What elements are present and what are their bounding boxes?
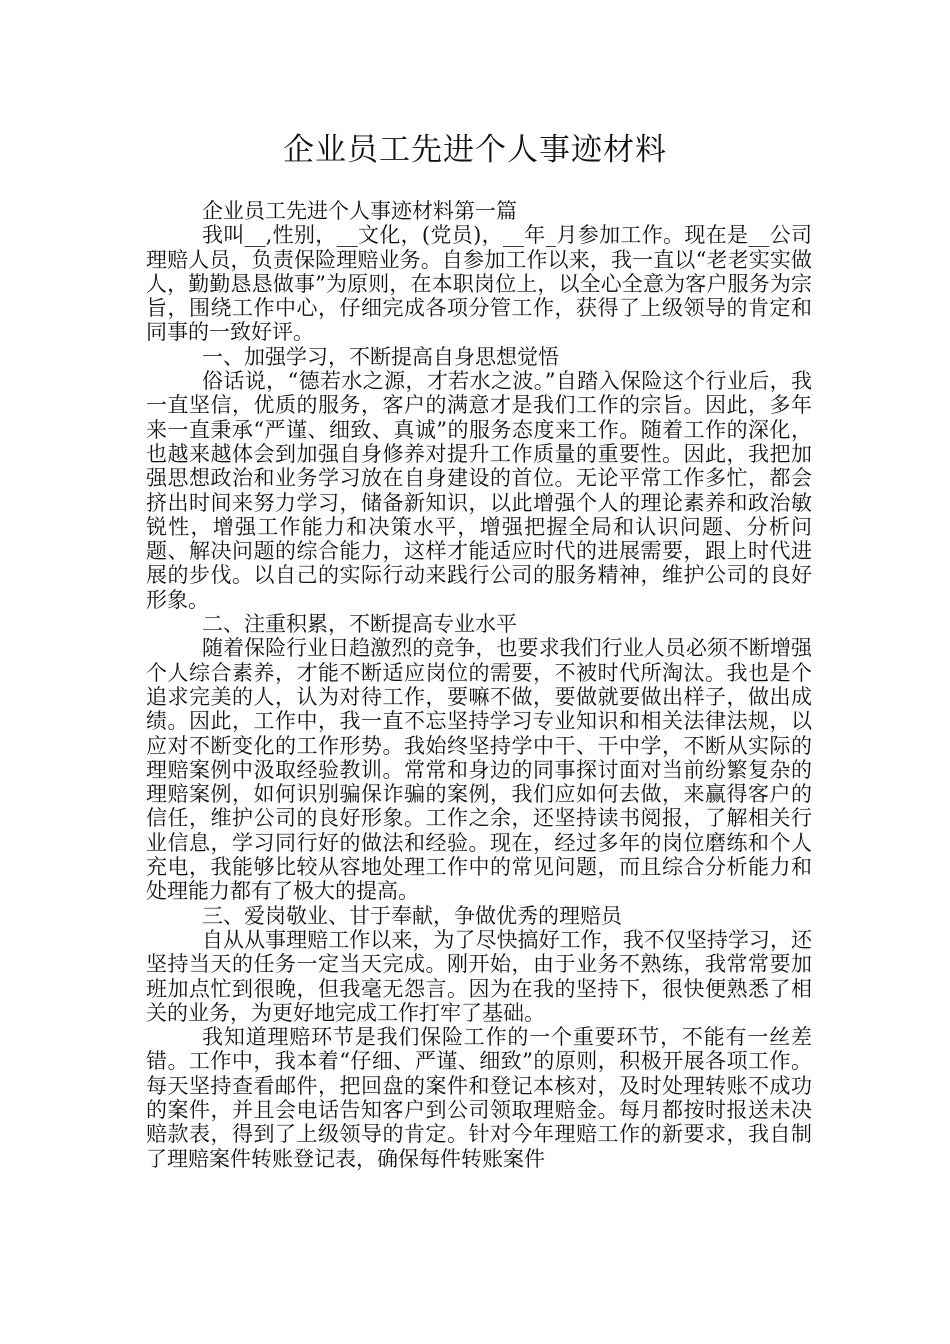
paragraph: 自从从事理赔工作以来，为了尽快搞好工作，我不仅坚持学习，还坚持当天的任务一定当天完成。刚开始，由于业务不熟练，我常常要加班加点忙到很晚，但我毫无怨言。因为在我的坚持下，很快便熟悉了相关的业务，为更好地完成工作打牢了基础。 [146,927,812,1025]
section-heading: 二、注重积累，不断提高专业水平 [202,612,517,637]
paragraph: 随着保险行业日趋激烈的竞争，也要求我们行业人员必须不断增强个人综合素养，才能不断适应岗位的需要，不被时代所淘汰。我也是个追求完美的人，认为对待工作，要嘛不做，要做就要做出样子，做出成绩。因此，工作中，我一直不忘坚持学习专业知识和相关法律法规，以应对不断变化的工作形势。我始终坚持学中干、干中学，不断从实际的理赔案例中汲取经验教训。常常和身边的同事探讨面对当前纷繁复杂的理赔案例，如何识别骗保诈骗的案例，我们应如何去做，来赢得客户的信任，维护公司的良好形象。工作之余，还坚持读书阅报，了解相关行业信息，学习同行好的做法和经验。现在，经过多年的岗位磨练和个人充电，我能够比较从容地处理工作中的常见问题，而且综合分析能力和处理能力都有了极大的提高。 [146,636,812,904]
paragraph: 俗话说，“德若水之源，才若水之波。”自踏入保险这个行业后，我一直坚信，优质的服务，客户的满意才是我们工作的宗旨。因此，多年来一直秉承“严谨、细致、真诚”的服务态度来工作。随着工作的深化，也越来越体会到加强自身修养对提升工作质量的重要性。因此，我把加强思想政治和业务学习放在自身建设的首位。无论平常工作多忙，都会挤出时间来努力学习，储备新知识，以此增强个人的理论素养和政治敏锐性，增强工作能力和决策水平，增强把握全局和认识问题、分析问题、解决问题的综合能力，这样才能适应时代的进展需要，跟上时代进展的步伐。以自己的实际行动来践行公司的服务精神，维护公司的良好形象。 [146,369,812,612]
paragraph: 我叫__,性别，__文化，(党员)，__年_月参加工作。现在是__公司理赔人员，负责保险理赔业务。自参加工作以来，我一直以“老老实实做人，勤勤恳恳做事”为原则，在本职岗位上，以全心全意为客户服务为宗旨，围绕工作中心，仔细完成各项分管工作，获得了上级领导的肯定和同事的一致好评。 [146,223,812,345]
section-heading: 三、爱岗敬业、甘于奉献，争做优秀的理赔员 [202,903,622,928]
section-heading: 一、加强学习，不断提高自身思想觉悟 [202,344,559,369]
document-body [146,199,812,1171]
paragraph: 我知道理赔环节是我们保险工作的一个重要环节，不能有一丝差错。工作中，我本着“仔细、严谨、细致”的原则，积极开展各项工作。每天坚持查看邮件，把回盘的案件和登记本核对，及时处理转账不成功的案件，并且会电话告知客户到公司领取理赔金。每月都按时报送未决赔款表，得到了上级领导的肯定。针对今年理赔工作的新要求，我自制了理赔案件转账登记表，确保每件转账案件 [146,1025,812,1171]
document-title: 企业员工先进个人事迹材料 [283,132,667,168]
section-heading: 企业员工先进个人事迹材料第一篇 [202,199,517,223]
